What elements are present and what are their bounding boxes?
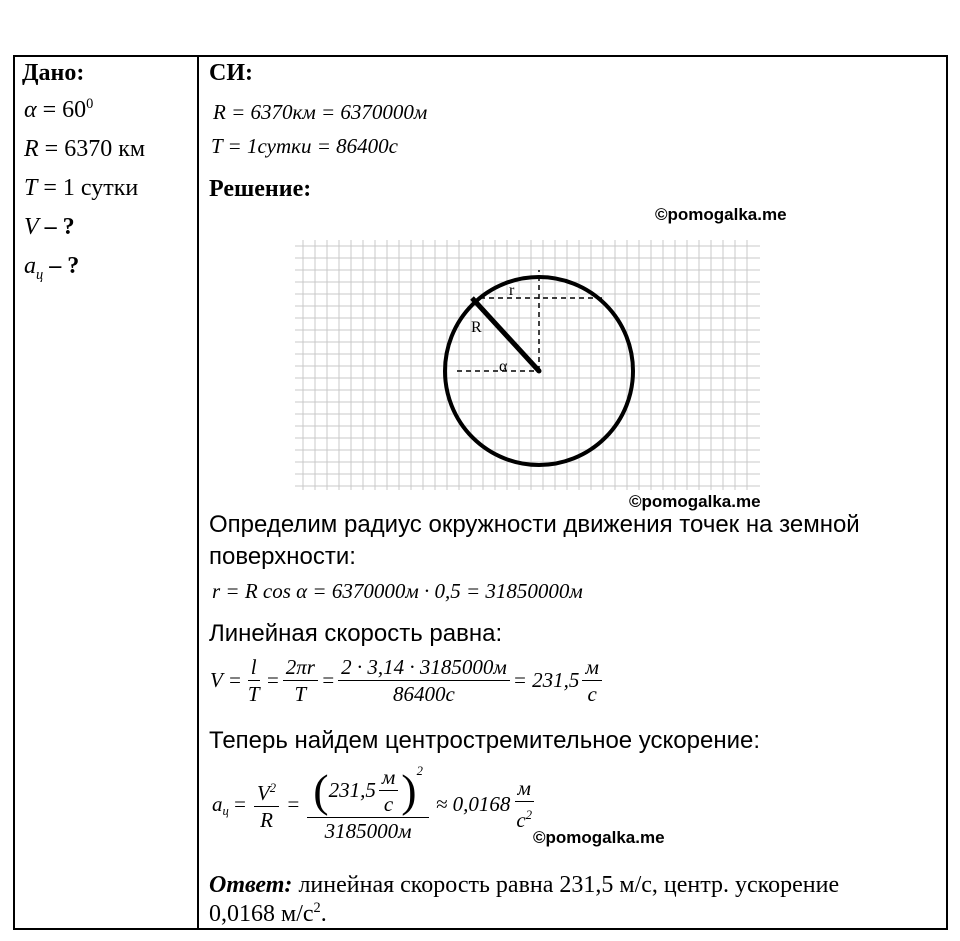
given-radius: R = 6370 км — [24, 136, 146, 162]
watermark: ©pomogalka.me — [655, 205, 787, 224]
given-alpha: $\alpha = 60^0$ — [24, 96, 94, 123]
si-radius: R = 6370км = 6370000м — [213, 100, 428, 124]
paragraph-velocity: Линейная скорость равна: — [209, 620, 503, 647]
si-period: T = 1сутки = 86400с — [211, 134, 398, 158]
given-period: T = 1 сутки — [24, 175, 139, 201]
earth-diagram — [295, 240, 765, 498]
answer: Ответ: линейная скорость равна 231,5 м/с, центр. ускорение — [209, 872, 840, 898]
formula-small-radius: r = R cos α = 6370000м · 0,5 = 31850000м — [212, 579, 583, 603]
label-alpha: α — [499, 358, 508, 375]
center-point — [537, 369, 542, 374]
answer-cont: 0,0168 $м/с^2$. — [209, 900, 327, 927]
find-velocity: V – ? — [24, 214, 75, 240]
formula-velocity: V = $\frac{l}{T}$ = $\frac{2\pi r}{T}$ = $\frac{2 \cdot 3,14 \cdot 3185000м}{86400с}$ = 231,5 $\frac{м}{с}$ — [210, 654, 605, 707]
paragraph-acceleration: Теперь найдем центростремительное ускорение: — [209, 727, 761, 754]
given-header: Дано: — [22, 60, 85, 86]
label-r: r — [509, 282, 515, 299]
watermark: ©pomogalka.me — [533, 828, 665, 847]
solution-header: Решение: — [209, 176, 312, 202]
paragraph-radius-cont: поверхности: — [209, 543, 356, 570]
si-header: СИ: — [209, 60, 253, 86]
formula-acceleration: a $_ц$ = $\frac{V^2}{R}$ = ( 231,5 $\frac{м}{с}$ ) $^2$ 3185000м ≈ 0,0168 $\frac{м}{с^2}$ — [212, 764, 533, 843]
label-R: R — [471, 319, 482, 336]
column-divider — [197, 55, 199, 930]
find-acceleration: $a_ц$ – ? — [24, 253, 80, 283]
paragraph-radius: Определим радиус окружности движения точек на земной — [209, 511, 860, 538]
watermark: ©pomogalka.me — [629, 492, 761, 511]
